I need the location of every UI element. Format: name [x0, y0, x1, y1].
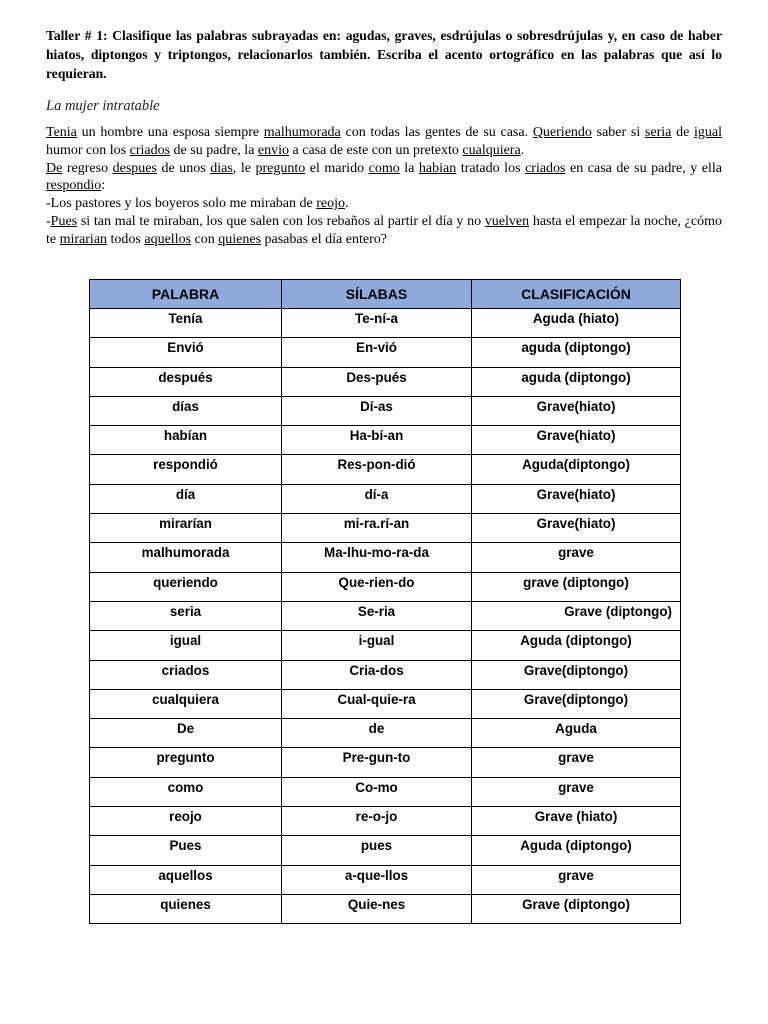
cell-silabas: pues [282, 836, 472, 865]
underlined-word: De [46, 160, 63, 176]
table-row [90, 572, 681, 601]
table-row [90, 777, 681, 806]
cell-clasificacion: Aguda (diptongo) [472, 631, 681, 660]
story-segment: de unos [156, 160, 211, 176]
header-palabra: PALABRA [90, 280, 282, 309]
story-paragraph [46, 213, 722, 249]
header-silabas: SÍLABAS [282, 280, 472, 309]
story-segment: pasabas el día entero? [261, 231, 387, 247]
underlined-word: Pues [50, 213, 78, 229]
underlined-word: pregunto [255, 160, 306, 176]
cell-palabra: queriendo [90, 572, 282, 601]
table-row [90, 660, 681, 689]
story-segment: el marido [305, 160, 369, 176]
cell-palabra: Tenía [90, 309, 282, 338]
cell-silabas: i-gual [282, 631, 472, 660]
underlined-word: respondio [46, 178, 102, 194]
cell-palabra: cualquiera [90, 689, 282, 718]
cell-silabas: de [282, 719, 472, 748]
story-text [46, 124, 722, 249]
cell-silabas: Co-mo [282, 777, 472, 806]
underlined-word: aquellos [144, 231, 192, 247]
table-row [90, 836, 681, 865]
cell-silabas: Cria-dos [282, 660, 472, 689]
cell-silabas: mi-ra.rí-an [282, 514, 472, 543]
cell-palabra: Pues [90, 836, 282, 865]
table-row [90, 455, 681, 484]
underlined-word: Tenia [46, 125, 77, 140]
cell-silabas: Des-pués [282, 367, 472, 396]
table-row [90, 719, 681, 748]
cell-clasificacion: Grave (diptongo) [472, 894, 681, 923]
cell-clasificacion: Grave (diptongo) [472, 601, 681, 630]
story-title: La mujer intratable [46, 98, 160, 114]
table-row [90, 484, 681, 513]
underlined-word: como [368, 160, 400, 176]
underlined-word: malhumorada [263, 125, 341, 140]
story-segment: saber si [591, 125, 645, 140]
cell-silabas: dí-a [282, 484, 472, 513]
table-row [90, 367, 681, 396]
story-segment: un hombre una esposa siempre [76, 125, 264, 140]
cell-clasificacion: Grave(hiato) [472, 484, 681, 513]
table-row [90, 426, 681, 455]
underlined-word: Queriendo [532, 125, 592, 140]
story-segment: - [46, 213, 51, 229]
cell-palabra: reojo [90, 807, 282, 836]
cell-silabas: Dí-as [282, 396, 472, 425]
cell-palabra: mirarían [90, 514, 282, 543]
underlined-word: quienes [218, 231, 262, 247]
underlined-word: reojo [316, 196, 345, 212]
story-segment: regreso [62, 160, 113, 176]
cell-palabra: De [90, 719, 282, 748]
cell-clasificacion: Grave(diptongo) [472, 660, 681, 689]
cell-silabas: Te-ní-a [282, 309, 472, 338]
cell-palabra: días [90, 396, 282, 425]
underlined-word: seria [644, 125, 672, 140]
table-row [90, 748, 681, 777]
cell-silabas: Pre-gun-to [282, 748, 472, 777]
underlined-word: habian [418, 160, 457, 176]
cell-palabra: seria [90, 601, 282, 630]
cell-palabra: malhumorada [90, 543, 282, 572]
table-header-row [90, 280, 681, 309]
cell-silabas: Res-pon-dió [282, 455, 472, 484]
story-segment: tratado los [456, 160, 526, 176]
table-row [90, 689, 681, 718]
story-segment: con todas las gentes de su casa. [340, 125, 533, 140]
cell-palabra: después [90, 367, 282, 396]
story-segment: en casa de su padre, y ella [565, 160, 723, 176]
cell-palabra: como [90, 777, 282, 806]
underlined-word: dias [210, 160, 233, 176]
table-row [90, 631, 681, 660]
story-segment: -Los pastores y los boyeros solo me miraban de [46, 196, 317, 212]
story-segment: todos [107, 231, 145, 247]
underlined-word: igual [694, 125, 722, 140]
header-clasificacion: CLASIFICACIÓN [472, 280, 681, 309]
instructions-text: Taller # 1: Clasifique las palabras subrayadas en: agudas, graves, esdrújulas o sobresdrújulas y, en caso de haber hiatos, diptongos y triptongos, relacionarlos también. Escriba el acento ortográfico en las palabras que así lo requieran. [46, 28, 722, 81]
cell-clasificacion: Grave(hiato) [472, 514, 681, 543]
story-segment: hasta el empezar la noche, ¿cómo te [46, 213, 722, 247]
story-paragraph [46, 195, 722, 213]
cell-silabas: Ha-bí-an [282, 426, 472, 455]
story-paragraph [46, 160, 722, 196]
cell-palabra: criados [90, 660, 282, 689]
story-segment: humor con los [46, 142, 130, 158]
cell-clasificacion: aguda (diptongo) [472, 338, 681, 367]
underlined-word: vuelven [484, 213, 530, 229]
cell-palabra: pregunto [90, 748, 282, 777]
cell-palabra: respondió [90, 455, 282, 484]
cell-palabra: aquellos [90, 865, 282, 894]
table-row [90, 543, 681, 572]
cell-silabas: En-vió [282, 338, 472, 367]
cell-palabra: día [90, 484, 282, 513]
story-segment: , le [232, 160, 256, 176]
underlined-word: cualquiera [462, 142, 521, 158]
cell-clasificacion: Aguda (hiato) [472, 309, 681, 338]
cell-silabas: Se-ria [282, 601, 472, 630]
cell-palabra: quienes [90, 894, 282, 923]
cell-silabas: Quie-nes [282, 894, 472, 923]
story-segment: de su padre, la [170, 142, 258, 158]
story-segment: a casa de este con un pretexto [289, 142, 463, 158]
story-paragraph [46, 124, 722, 160]
story-segment: : [101, 178, 106, 194]
story-segment: de [671, 125, 694, 140]
underlined-word: envio [257, 142, 290, 158]
cell-silabas: a-que-llos [282, 865, 472, 894]
table-row [90, 338, 681, 367]
table-row [90, 396, 681, 425]
cell-clasificacion: Grave(hiato) [472, 396, 681, 425]
cell-silabas: Ma-lhu-mo-ra-da [282, 543, 472, 572]
cell-clasificacion: grave (diptongo) [472, 572, 681, 601]
underlined-word: despues [112, 160, 157, 176]
story-segment: . [345, 196, 349, 212]
table-row [90, 865, 681, 894]
cell-clasificacion: grave [472, 865, 681, 894]
underlined-word: mirarian [59, 231, 108, 247]
underlined-word: criados [525, 160, 566, 176]
cell-clasificacion: Aguda (diptongo) [472, 836, 681, 865]
table-row [90, 514, 681, 543]
cell-clasificacion: aguda (diptongo) [472, 367, 681, 396]
cell-clasificacion: Aguda [472, 719, 681, 748]
cell-palabra: habían [90, 426, 282, 455]
cell-silabas: re-o-jo [282, 807, 472, 836]
table-row [90, 309, 681, 338]
cell-palabra: Envió [90, 338, 282, 367]
cell-clasificacion: Aguda(diptongo) [472, 455, 681, 484]
classification-table [89, 279, 681, 924]
cell-silabas: Cual-quie-ra [282, 689, 472, 718]
underlined-word: criados [129, 142, 171, 158]
cell-silabas: Que-rien-do [282, 572, 472, 601]
cell-palabra: igual [90, 631, 282, 660]
cell-clasificacion: grave [472, 543, 681, 572]
cell-clasificacion: Grave (hiato) [472, 807, 681, 836]
story-segment: si tan mal te miraban, los que salen con los rebaños al partir el día y no [77, 213, 485, 229]
table-row [90, 807, 681, 836]
cell-clasificacion: grave [472, 777, 681, 806]
table-row [90, 601, 681, 630]
story-segment: . [520, 142, 525, 158]
cell-clasificacion: Grave(diptongo) [472, 689, 681, 718]
table-row [90, 894, 681, 923]
cell-clasificacion: grave [472, 748, 681, 777]
cell-clasificacion: Grave(hiato) [472, 426, 681, 455]
story-segment: la [399, 160, 419, 176]
story-segment: con [191, 231, 219, 247]
